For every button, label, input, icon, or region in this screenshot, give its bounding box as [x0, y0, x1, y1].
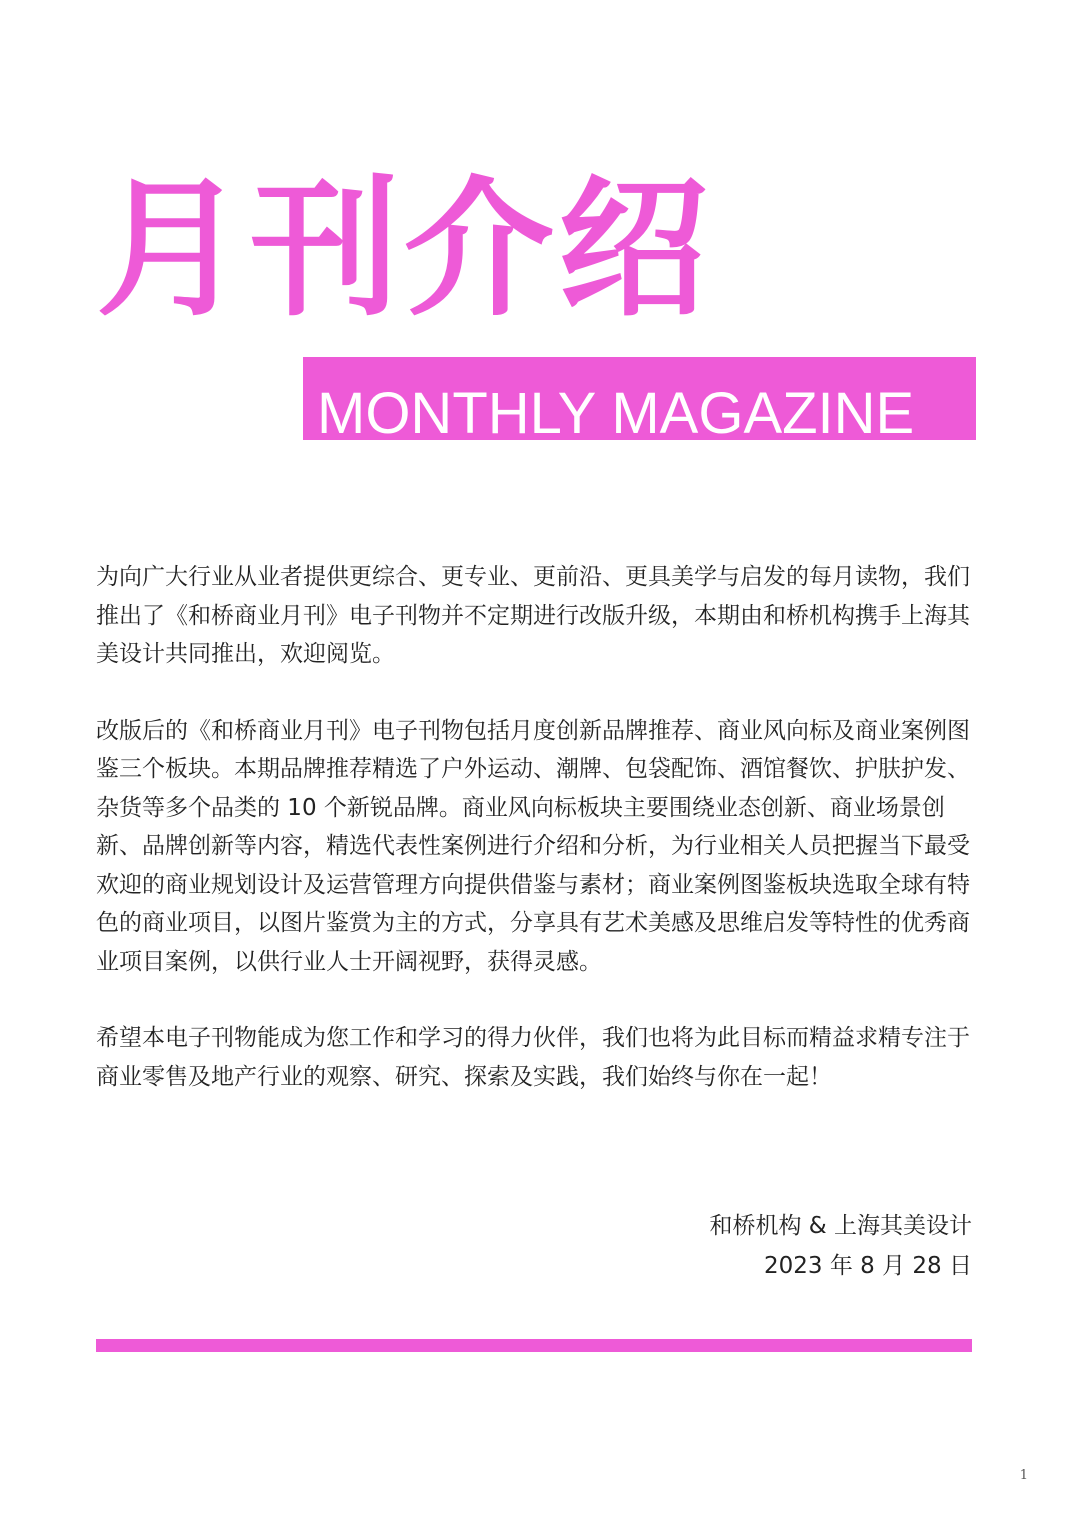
signature-date: 2023 年 8 月 28 日 — [764, 1253, 972, 1279]
page-number: 1 — [1019, 1468, 1028, 1483]
paragraph: 改版后的《和桥商业月刊》电子刊物包括月度创新品牌推荐、商业风向标及商业案例图鉴三个板块。本期品牌推荐精选了户外运动、潮牌、包袋配饰、酒馆餐饮、护肤护发、杂货等多个品类的 10 个新锐品牌。商业风向标板块主要围绕业态创新、商业场景创新、品牌创新等内容，精选代表性案例进行介绍和分析，为行业相关人员把握当下最受欢迎的商业规划设计及运营管理方向提供借鉴与素材；商业案例图鉴板块选取全球有特色的商业项目，以图片鉴赏为主的方式，分享具有艺术美感及思维启发等特性的优秀商业项目案例，以供行业人士开阔视野，获得灵感。 — [96, 717, 970, 975]
intro-body — [96, 558, 980, 1134]
signature-block — [709, 1206, 972, 1286]
paragraph: 为向广大行业从业者提供更综合、更专业、更前沿、更具美学与启发的每月读物，我们推出了《和桥商业月刊》电子刊物并不定期进行改版升级，本期由和桥机构携手上海其美设计共同推出，欢迎阅览。 — [96, 564, 970, 667]
paragraph: 希望本电子刊物能成为您工作和学习的得力伙伴，我们也将为此目标而精益求精专注于商业零售及地产行业的观察、研究、探索及实践，我们始终与你在一起！ — [96, 1025, 970, 1090]
page-title: 月刊介绍 — [96, 163, 713, 337]
signature-organization: 和桥机构 & 上海其美设计 — [709, 1213, 972, 1239]
accent-divider — [96, 1339, 972, 1352]
subtitle-text: MONTHLY MAGAZINE — [317, 381, 915, 440]
subtitle-banner — [303, 357, 976, 440]
